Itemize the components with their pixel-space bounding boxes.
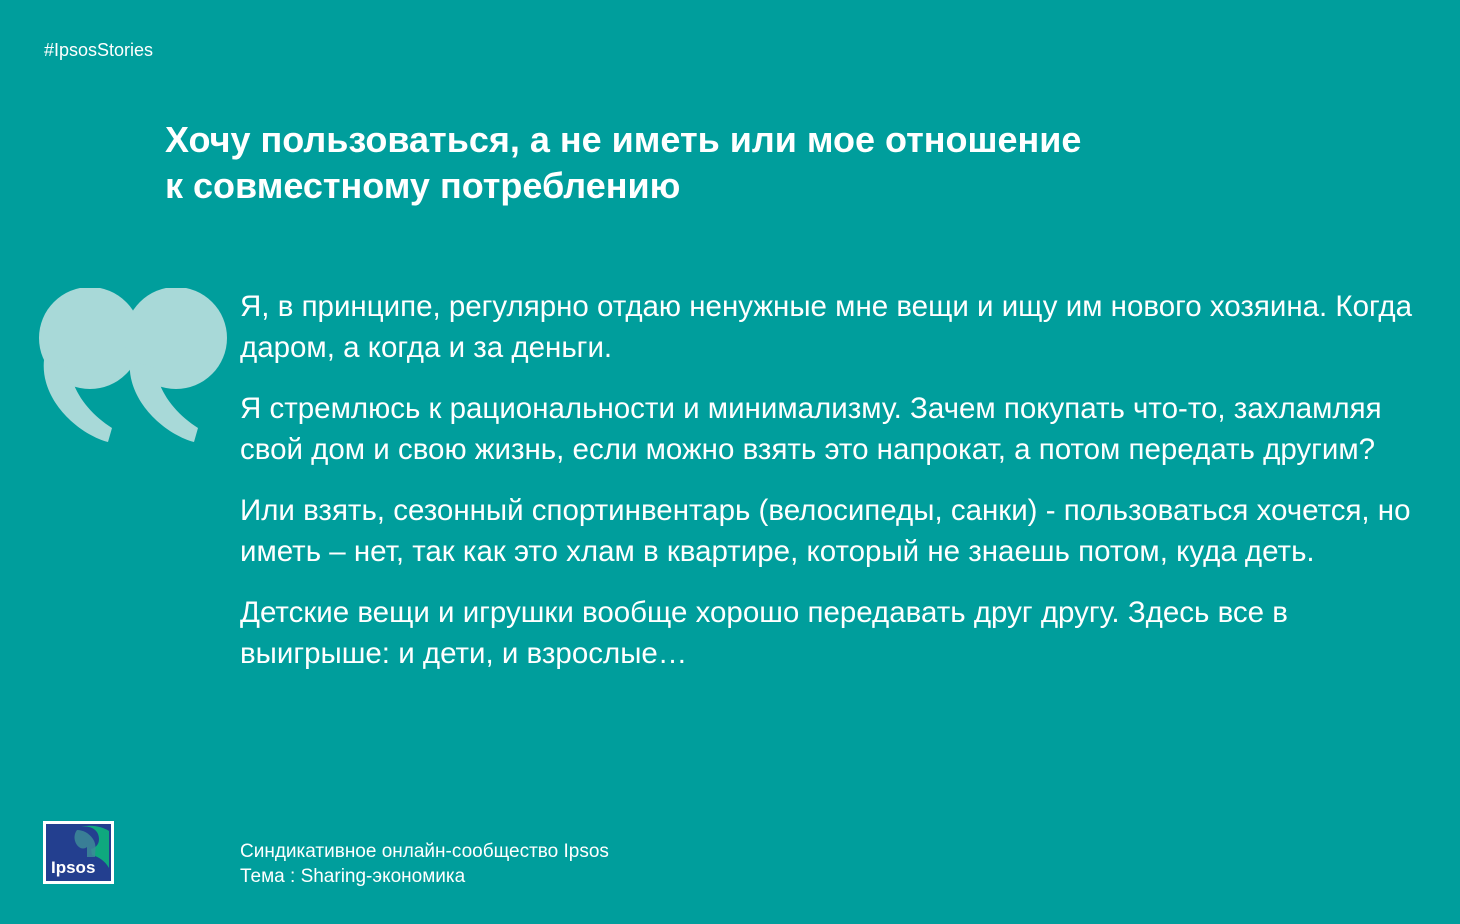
- quote-paragraph: Я, в принципе, регулярно отдаю ненужные мне вещи и ищу им нового хозяина. Когда даром, а когда и за деньги.: [240, 290, 1413, 364]
- ipsos-logo: [43, 821, 114, 884]
- quote-paragraph: Детские вещи и игрушки вообще хорошо передавать друг другу. Здесь все в выигрыше: и дети, и взрослые…: [240, 596, 1288, 670]
- logo-text: Ipsos: [51, 858, 96, 877]
- quote-paragraph: Или взять, сезонный спортинвентарь (велосипеды, санки) - пользоваться хочется, но иметь – нет, так как это хлам в квартире, который не знаешь потом, куда деть.: [240, 494, 1411, 568]
- source-caption: [240, 839, 609, 889]
- title-line-1: Хочу пользоваться, а не иметь или мое отношение: [165, 119, 1082, 160]
- hashtag: #IpsosStories: [44, 40, 154, 60]
- title-line-2: к совместному потреблению: [165, 165, 681, 206]
- source-line-topic: Тема : Sharing-экономика: [240, 866, 466, 887]
- quote-marks-icon: [38, 288, 230, 444]
- quote-paragraph: Я стремлюсь к рациональности и минимализму. Зачем покупать что-то, захламляя свой дом и свою жизнь, если можно взять это напрокат, а потом передать другим?: [240, 392, 1382, 466]
- page-title: [165, 117, 1365, 209]
- source-line-community: Синдикативное онлайн-сообщество Ipsos: [240, 841, 609, 862]
- quote-body: [240, 287, 1445, 695]
